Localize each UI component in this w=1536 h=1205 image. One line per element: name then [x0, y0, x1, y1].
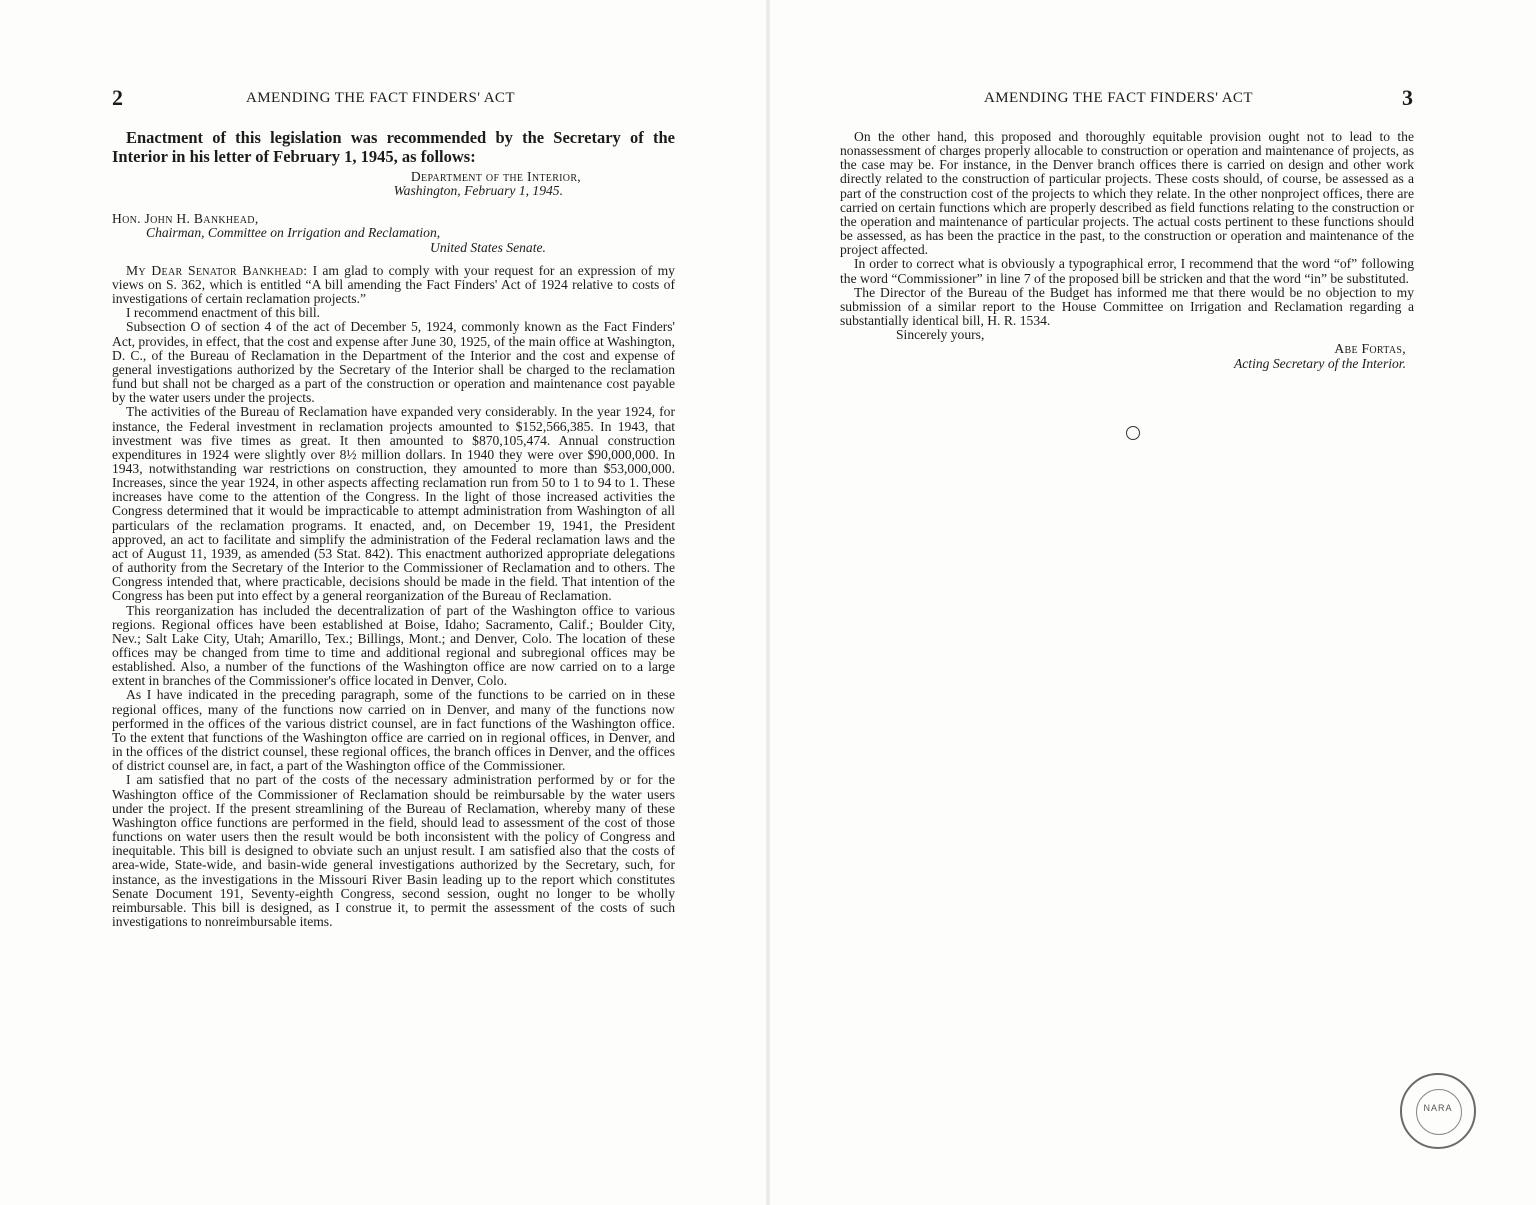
addressee-title: Chairman, Committee on Irrigation and Reclamation,	[146, 225, 441, 241]
letter-paragraph: Subsection O of section 4 of the act of December 5, 1924, commonly known as the Fact Finders' Act, provides, in effect, that the cost and expense after June 30, 1925, of the main office at Washington, D. C., of the Bureau of Reclamation in the Department of the Interior and the cost and expense of general investigations authorized by the Secretary of the Interior shall be charged to the reclamation fund but shall not be charged as a part of the construction or operation and maintenance cost payable by the water users under the projects.	[112, 319, 675, 406]
page-number: 2	[112, 85, 123, 110]
stamp-text: NARA	[1423, 1103, 1453, 1113]
addressee-name: Hon. John H. Bankhead,	[112, 211, 259, 227]
signer-title: Acting Secretary of the Interior.	[1233, 355, 1406, 371]
right-page-body	[840, 130, 1414, 371]
salutation: My Dear Senator Bankhead:	[126, 262, 308, 278]
page-number: 3	[1402, 85, 1413, 110]
addressee-body: United States Senate.	[430, 239, 546, 255]
signer-name: Abe Fortas,	[1334, 341, 1406, 357]
circle-mark	[1126, 426, 1140, 440]
running-head: AMENDING THE FACT FINDERS' ACT	[984, 90, 1253, 106]
letter-paragraph: As I have indicated in the preceding paragraph, some of the functions to be carried on in these regional offices, many of the functions now carried on in Denver, and many of the functions now performed in the offices of the various district counsel, are in fact functions of the Washington office. To the extent that functions of the Washington office are carried on in regional offices, in Denver, and in the offices of the district counsel, these regional offices, the branch offices in Denver, and the offices of district counsel are, in fact, a part of the Washington office of the Commissioner.	[112, 687, 675, 774]
letterhead-department: Department of the Interior,	[410, 169, 581, 184]
lead-paragraph: Enactment of this legislation was recommended by the Secretary of the Interior in his letter of February 1, 1945, as follows:	[112, 128, 675, 166]
letterhead-date: Washington, February 1, 1945.	[393, 183, 563, 199]
letter-paragraph: On the other hand, this proposed and thoroughly equitable provision ought not to lead to the nonassessment of charges properly allocable to construction or operation and maintenance of projects, as the case may be. For instance, in the Denver branch offices there is carried on design and other work directly related to the construction of particular projects. These costs should, of course, be assessed as a part of the construction cost of the projects to which they relate. In the other nonproject offices, there are carried on certain functions which are properly described as field functions relating to the construction or the operation and maintenance of particular projects. The actual costs pertinent to these functions should be assessed, as has been the practice in the past, to the construction or operation and maintenance of the project affected.	[840, 129, 1414, 258]
letter-paragraph: I am satisfied that no part of the costs of the necessary administration performed by or for the Washington office of the Commissioner of Reclamation should be reimbursable by the water users under the project. If the present streamlining of the Bureau of Reclamation, whereby many of these Washington office functions are performed in the field, should lead to assessment of the cost of those functions on water users then the result would be both inconsistent with the policy of Congress and inequitable. This bill is designed to obviate such an unjust result. I am satisfied also that the costs of area-wide, State-wide, and basin-wide general investigations authorized by the Secretary, such, for instance, as the investigations in the Missouri River Basin leading up to the report which constitutes Senate Document 191, Seventy-eighth Congress, second session, ought no longer to be wholly reimbursable. This bill is designed, as I construe it, to permit the assessment of the costs of such investigations to nonreimbursable items.	[112, 772, 675, 929]
letter-paragraph: In order to correct what is obviously a typographical error, I recommend that the word “of” following the word “Commissioner” in line 7 of the proposed bill be stricken and that the word “in” be substituted.	[840, 256, 1414, 286]
running-head: AMENDING THE FACT FINDERS' ACT	[246, 90, 515, 106]
archive-stamp	[1400, 1073, 1476, 1149]
paragraph-text: I am glad to comply with your request for an expression of my views on S. 362, which is entitled “A bill amending the Fact Finders' Act of 1924 relative to costs of investigations of certain reclamation projects.”	[112, 262, 675, 307]
letter-paragraph: The Director of the Bureau of the Budget has informed me that there would be no objection to my submission of a similar report to the House Committee on Irrigation and Reclamation regarding a substantially identical bill, H. R. 1534.	[840, 284, 1414, 329]
letter-paragraph: This reorganization has included the decentralization of part of the Washington office to various regions. Regional offices have been established at Boise, Idaho; Sacramento, Calif.; Boulder City, Nev.; Salt Lake City, Utah; Amarillo, Tex.; Billings, Mont.; and Denver, Colo. The location of these offices may be changed from time to time and additional regional and subregional offices may be established. Also, a number of the functions of the Washington office are now carried on to a large extent in branches of the Commissioner's office located in Denver, Colo.	[112, 602, 675, 689]
letter-paragraph: I recommend enactment of this bill.	[126, 305, 321, 321]
closing: Sincerely yours,	[896, 327, 985, 343]
left-page-body	[112, 128, 675, 929]
letter-paragraph	[112, 264, 675, 306]
right-page	[768, 0, 1536, 1205]
letter-paragraph: The activities of the Bureau of Reclamation have expanded very considerably. In the year 1924, for instance, the Federal investment in reclamation projects amounted to $152,566,385. In 1943, that investment was five times as great. It then amounted to $870,105,474. Annual construction expenditures in 1924 were slightly over 8½ million dollars. In 1940 they were over $90,000,000. In 1943, notwithstanding war restrictions on construction, they amounted to more than $53,000,000. Increases, since the year 1924, in other aspects affecting reclamation run from 50 to 1 to 94 to 1. These increases have come to the attention of the Congress. In the light of those increased activities the Congress determined that it would be impracticable to attempt administration from Washington of all particulars of the reclamation programs. It enacted, and, on December 19, 1941, the President approved, an act to facilitate and simplify the administration of the Federal reclamation laws and the act of August 11, 1939, as amended (53 Stat. 842). This enactment authorized appropriate delegations of authority from the Secretary of the Interior to the Commissioner of Reclamation and to others. The Congress intended that, where practicable, decisions should be made in the field. That intention of the Congress has been put into effect by a general reorganization of the Bureau of Reclamation.	[112, 404, 675, 604]
